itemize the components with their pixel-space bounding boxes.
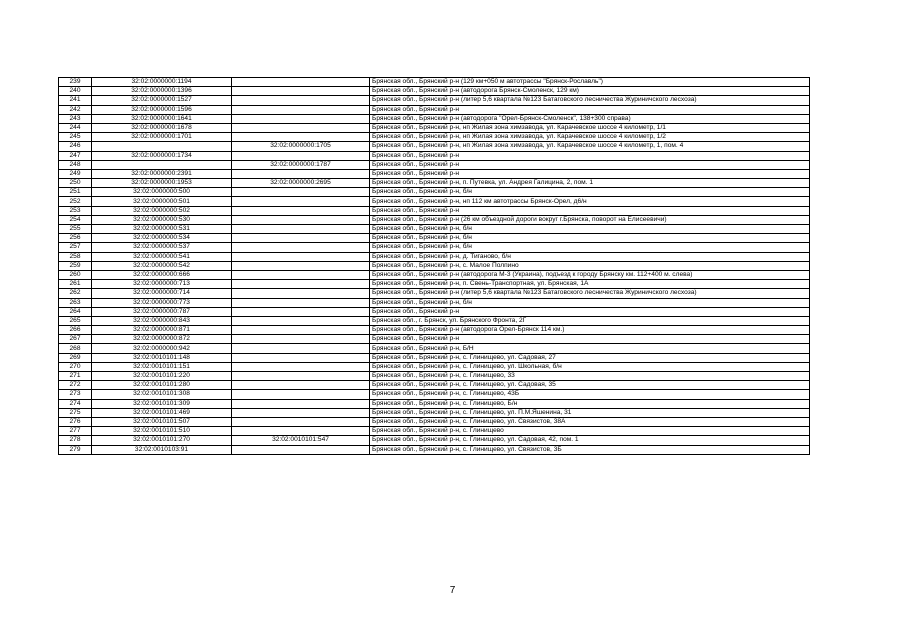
address-cell: Брянская обл., Брянский р-н, нп 112 км автотрассы Брянск-Орел, д6/н [370, 197, 810, 206]
row-number-cell: 264 [59, 307, 92, 316]
table-row [59, 335, 810, 344]
row-number-cell: 271 [59, 372, 92, 381]
related-cadastral-number-cell [232, 326, 370, 335]
table-row [59, 206, 810, 215]
cadastral-number-cell: 32:02:0010101:469 [92, 408, 232, 417]
row-number-cell: 240 [59, 87, 92, 96]
cadastral-number-cell: 32:02:0000000:942 [92, 344, 232, 353]
address-cell: Брянская обл., Брянский р-н, с. Глинищево, ул. Школьная, б/н [370, 362, 810, 371]
cadastral-number-cell [92, 160, 232, 169]
cadastral-number-cell: 32:02:0000000:773 [92, 298, 232, 307]
cadastral-number-cell: 32:02:0000000:537 [92, 243, 232, 252]
cadastral-number-cell: 32:02:0000000:1396 [92, 87, 232, 96]
row-number-cell: 261 [59, 280, 92, 289]
cadastral-number-cell: 32:02:0000000:1641 [92, 114, 232, 123]
table-row [59, 399, 810, 408]
table-row [59, 270, 810, 279]
cadastral-number-cell: 32:02:0000000:1678 [92, 123, 232, 132]
table-row [59, 169, 810, 178]
table-row [59, 252, 810, 261]
related-cadastral-number-cell [232, 114, 370, 123]
cadastral-number-cell: 32:02:0000000:530 [92, 215, 232, 224]
table-row [59, 353, 810, 362]
table-row [59, 96, 810, 105]
table-row [59, 215, 810, 224]
related-cadastral-number-cell [232, 252, 370, 261]
row-number-cell: 242 [59, 105, 92, 114]
row-number-cell: 239 [59, 78, 92, 87]
address-cell: Брянская обл., Брянский р-н, п. Путевка, ул. Андрея Галицина, 2, пом. 1 [370, 179, 810, 188]
address-cell: Брянская обл., Брянский р-н [370, 151, 810, 160]
cadastral-number-cell: 32:02:0000000:714 [92, 289, 232, 298]
table-row [59, 78, 810, 87]
table-row [59, 188, 810, 197]
address-cell: Брянская обл., г. Брянск, ул. Брянского Фронта, 2Г [370, 316, 810, 325]
cadastral-number-cell [92, 142, 232, 151]
table-row [59, 197, 810, 206]
table-row [59, 436, 810, 445]
cadastral-number-cell: 32:02:0000000:1734 [92, 151, 232, 160]
table-row [59, 234, 810, 243]
table-row [59, 179, 810, 188]
row-number-cell: 256 [59, 234, 92, 243]
related-cadastral-number-cell [232, 123, 370, 132]
related-cadastral-number-cell [232, 188, 370, 197]
table-row [59, 408, 810, 417]
row-number-cell: 246 [59, 142, 92, 151]
related-cadastral-number-cell [232, 335, 370, 344]
address-cell: Брянская обл., Брянский р-н, с. Малое Полпино [370, 261, 810, 270]
cadastral-number-cell: 32:02:0000000:1194 [92, 78, 232, 87]
cadastral-number-cell: 32:02:0000000:502 [92, 206, 232, 215]
row-number-cell: 270 [59, 362, 92, 371]
cadastral-number-cell: 32:02:0000000:501 [92, 197, 232, 206]
related-cadastral-number-cell [232, 399, 370, 408]
related-cadastral-number-cell [232, 215, 370, 224]
related-cadastral-number-cell [232, 307, 370, 316]
table-row [59, 261, 810, 270]
table-row [59, 417, 810, 426]
row-number-cell: 267 [59, 335, 92, 344]
table-row [59, 344, 810, 353]
table-row [59, 298, 810, 307]
cadastral-number-cell: 32:02:0000000:2391 [92, 169, 232, 178]
cadastral-number-cell: 32:02:0000000:872 [92, 335, 232, 344]
table-row [59, 390, 810, 399]
cadastral-number-cell: 32:02:0000000:542 [92, 261, 232, 270]
address-cell: Брянская обл., Брянский р-н, с. Глинищево, 33 [370, 372, 810, 381]
related-cadastral-number-cell [232, 105, 370, 114]
cadastral-number-cell: 32:02:0010101:270 [92, 436, 232, 445]
table-row [59, 326, 810, 335]
address-cell: Брянская обл., Брянский р-н, б/н [370, 243, 810, 252]
cadastral-number-cell: 32:02:0000000:787 [92, 307, 232, 316]
related-cadastral-number-cell [232, 78, 370, 87]
related-cadastral-number-cell [232, 261, 370, 270]
related-cadastral-number-cell [232, 353, 370, 362]
related-cadastral-number-cell [232, 381, 370, 390]
related-cadastral-number-cell: 32:02:0000000:2695 [232, 179, 370, 188]
row-number-cell: 263 [59, 298, 92, 307]
cadastral-number-cell: 32:02:0010101:510 [92, 427, 232, 436]
table-row [59, 362, 810, 371]
related-cadastral-number-cell: 32:02:0000000:1705 [232, 142, 370, 151]
address-cell: Брянская обл., Брянский р-н, с. Глинищево [370, 427, 810, 436]
related-cadastral-number-cell [232, 169, 370, 178]
table-row [59, 372, 810, 381]
related-cadastral-number-cell: 32:02:0010101:547 [232, 436, 370, 445]
address-cell: Брянская обл., Брянский р-н, б/н [370, 234, 810, 243]
row-number-cell: 257 [59, 243, 92, 252]
related-cadastral-number-cell [232, 270, 370, 279]
row-number-cell: 276 [59, 417, 92, 426]
address-cell: Брянская обл., Брянский р-н, б/н [370, 298, 810, 307]
related-cadastral-number-cell [232, 197, 370, 206]
address-cell: Брянская обл., Брянский р-н, с. Глинищево, ул. Садовая, 42, пом. 1 [370, 436, 810, 445]
address-cell: Брянская обл., Брянский р-н (литер 5,6 квартала №123 Батаговского лесничества Журиничского лесхоза) [370, 289, 810, 298]
related-cadastral-number-cell [232, 408, 370, 417]
address-cell: Брянская обл., Брянский р-н [370, 206, 810, 215]
related-cadastral-number-cell [232, 445, 370, 454]
cadastral-number-cell: 32:02:0000000:666 [92, 270, 232, 279]
address-cell: Брянская обл., Брянский р-н, с. Глинищево, ул. Связистов, 3Б [370, 445, 810, 454]
table-row [59, 280, 810, 289]
cadastral-number-cell: 32:02:0000000:541 [92, 252, 232, 261]
address-cell: Брянская обл., Брянский р-н, с. Глинищево, Б/н [370, 399, 810, 408]
row-number-cell: 250 [59, 179, 92, 188]
row-number-cell: 272 [59, 381, 92, 390]
cadastral-number-cell: 32:02:0010103:91 [92, 445, 232, 454]
cadastral-number-cell: 32:02:0000000:871 [92, 326, 232, 335]
related-cadastral-number-cell [232, 234, 370, 243]
row-number-cell: 266 [59, 326, 92, 335]
related-cadastral-number-cell [232, 243, 370, 252]
table-row [59, 225, 810, 234]
cadastral-number-cell: 32:02:0000000:1527 [92, 96, 232, 105]
related-cadastral-number-cell: 32:02:0000000:1787 [232, 160, 370, 169]
address-cell: Брянская обл., Брянский р-н, с. Глинищево, ул. П.М.Яшенина, 31 [370, 408, 810, 417]
related-cadastral-number-cell [232, 280, 370, 289]
address-cell: Брянская обл., Брянский р-н (26 км объездной дороги вокруг г.Брянска, поворот на Елисеевичи) [370, 215, 810, 224]
related-cadastral-number-cell [232, 151, 370, 160]
table-row [59, 123, 810, 132]
row-number-cell: 243 [59, 114, 92, 123]
address-cell: Брянская обл., Брянский р-н, д. Тиганово, б/н [370, 252, 810, 261]
address-cell: Брянская обл., Брянский р-н (литер 5,6 квартала №123 Батаговского лесничества Журиничского лесхоза) [370, 96, 810, 105]
related-cadastral-number-cell [232, 289, 370, 298]
related-cadastral-number-cell [232, 362, 370, 371]
address-cell: Брянская обл., Брянский р-н, с. Глинищево, ул. Садовая, 27 [370, 353, 810, 362]
row-number-cell: 277 [59, 427, 92, 436]
related-cadastral-number-cell [232, 427, 370, 436]
related-cadastral-number-cell [232, 298, 370, 307]
table-row [59, 427, 810, 436]
table-row [59, 289, 810, 298]
cadastral-number-cell: 32:02:0010101:151 [92, 362, 232, 371]
table-row [59, 105, 810, 114]
table-body [59, 78, 810, 455]
address-cell: Брянская обл., Брянский р-н, нп Жилая зона химзавода, ул. Карачевское шоссе 4 километр, 1, пом. 4 [370, 142, 810, 151]
cadastral-number-cell: 32:02:0000000:531 [92, 225, 232, 234]
row-number-cell: 249 [59, 169, 92, 178]
row-number-cell: 258 [59, 252, 92, 261]
row-number-cell: 241 [59, 96, 92, 105]
row-number-cell: 253 [59, 206, 92, 215]
row-number-cell: 244 [59, 123, 92, 132]
address-cell: Брянская обл., Брянский р-н, нп Жилая зона химзавода, ул. Карачевское шоссе 4 километр, 1/1 [370, 123, 810, 132]
address-cell: Брянская обл., Брянский р-н, с. Глинищево, ул. Садовая, 35 [370, 381, 810, 390]
related-cadastral-number-cell [232, 87, 370, 96]
related-cadastral-number-cell [232, 316, 370, 325]
row-number-cell: 269 [59, 353, 92, 362]
cadastral-number-cell: 32:02:0000000:1701 [92, 133, 232, 142]
row-number-cell: 247 [59, 151, 92, 160]
table-row [59, 160, 810, 169]
row-number-cell: 274 [59, 399, 92, 408]
address-cell: Брянская обл., Брянский р-н [370, 105, 810, 114]
table-row [59, 381, 810, 390]
address-cell: Брянская обл., Брянский р-н (автодорога Орел-Брянск 114 км.) [370, 326, 810, 335]
table-row [59, 87, 810, 96]
address-cell: Брянская обл., Брянский р-н, Б/Н [370, 344, 810, 353]
address-cell: Брянская обл., Брянский р-н, нп Жилая зона химзавода, ул. Карачевское шоссе 4 километр, 1/2 [370, 133, 810, 142]
row-number-cell: 252 [59, 197, 92, 206]
cadastral-number-cell: 32:02:0000000:843 [92, 316, 232, 325]
row-number-cell: 268 [59, 344, 92, 353]
address-cell: Брянская обл., Брянский р-н (129 км+050 м автотрассы "Брянск-Рославль") [370, 78, 810, 87]
cadastral-number-cell: 32:02:0010101:308 [92, 390, 232, 399]
cadastral-number-cell: 32:02:0000000:500 [92, 188, 232, 197]
address-cell: Брянская обл., Брянский р-н (автодорога М-3 (Украина), подъезд к городу Брянску км. 112+400 м. слева) [370, 270, 810, 279]
address-cell: Брянская обл., Брянский р-н, б/н [370, 188, 810, 197]
address-cell: Брянская обл., Брянский р-н, с. Глинищево, 43Б [370, 390, 810, 399]
address-cell: Брянская обл., Брянский р-н [370, 307, 810, 316]
cadastral-number-cell: 32:02:0000000:1596 [92, 105, 232, 114]
address-cell: Брянская обл., Брянский р-н [370, 335, 810, 344]
table-row [59, 151, 810, 160]
table-row [59, 133, 810, 142]
address-cell: Брянская обл., Брянский р-н [370, 169, 810, 178]
address-cell: Брянская обл., Брянский р-н (автодорога Брянск-Смоленск, 129 км) [370, 87, 810, 96]
related-cadastral-number-cell [232, 133, 370, 142]
address-cell: Брянская обл., Брянский р-н (автодорога "Орел-Брянск-Смоленск", 138+300 справа) [370, 114, 810, 123]
page-number: 7 [449, 585, 456, 596]
row-number-cell: 251 [59, 188, 92, 197]
related-cadastral-number-cell [232, 96, 370, 105]
cadastral-number-cell: 32:02:0010101:280 [92, 381, 232, 390]
table-row [59, 114, 810, 123]
related-cadastral-number-cell [232, 390, 370, 399]
row-number-cell: 273 [59, 390, 92, 399]
table-row [59, 316, 810, 325]
related-cadastral-number-cell [232, 225, 370, 234]
cadastral-number-cell: 32:02:0010101:148 [92, 353, 232, 362]
row-number-cell: 255 [59, 225, 92, 234]
cadastral-table [58, 77, 810, 455]
address-cell: Брянская обл., Брянский р-н, п. Свень-Транспортная, ул. Брянская, 1А [370, 280, 810, 289]
row-number-cell: 279 [59, 445, 92, 454]
table-row [59, 445, 810, 454]
row-number-cell: 275 [59, 408, 92, 417]
related-cadastral-number-cell [232, 417, 370, 426]
row-number-cell: 248 [59, 160, 92, 169]
row-number-cell: 254 [59, 215, 92, 224]
row-number-cell: 278 [59, 436, 92, 445]
address-cell: Брянская обл., Брянский р-н, с. Глинищево, ул. Связистов, 38А [370, 417, 810, 426]
table-row [59, 243, 810, 252]
related-cadastral-number-cell [232, 344, 370, 353]
cadastral-number-cell: 32:02:0010101:309 [92, 399, 232, 408]
cadastral-number-cell: 32:02:0010101:507 [92, 417, 232, 426]
related-cadastral-number-cell [232, 206, 370, 215]
cadastral-number-cell: 32:02:0010101:220 [92, 372, 232, 381]
table-row [59, 142, 810, 151]
row-number-cell: 262 [59, 289, 92, 298]
row-number-cell: 259 [59, 261, 92, 270]
table-row [59, 307, 810, 316]
cadastral-number-cell: 32:02:0000000:534 [92, 234, 232, 243]
cadastral-number-cell: 32:02:0000000:713 [92, 280, 232, 289]
row-number-cell: 265 [59, 316, 92, 325]
row-number-cell: 245 [59, 133, 92, 142]
related-cadastral-number-cell [232, 372, 370, 381]
cadastral-number-cell: 32:02:0000000:1953 [92, 179, 232, 188]
row-number-cell: 260 [59, 270, 92, 279]
address-cell: Брянская обл., Брянский р-н, б/н [370, 225, 810, 234]
address-cell: Брянская обл., Брянский р-н [370, 160, 810, 169]
